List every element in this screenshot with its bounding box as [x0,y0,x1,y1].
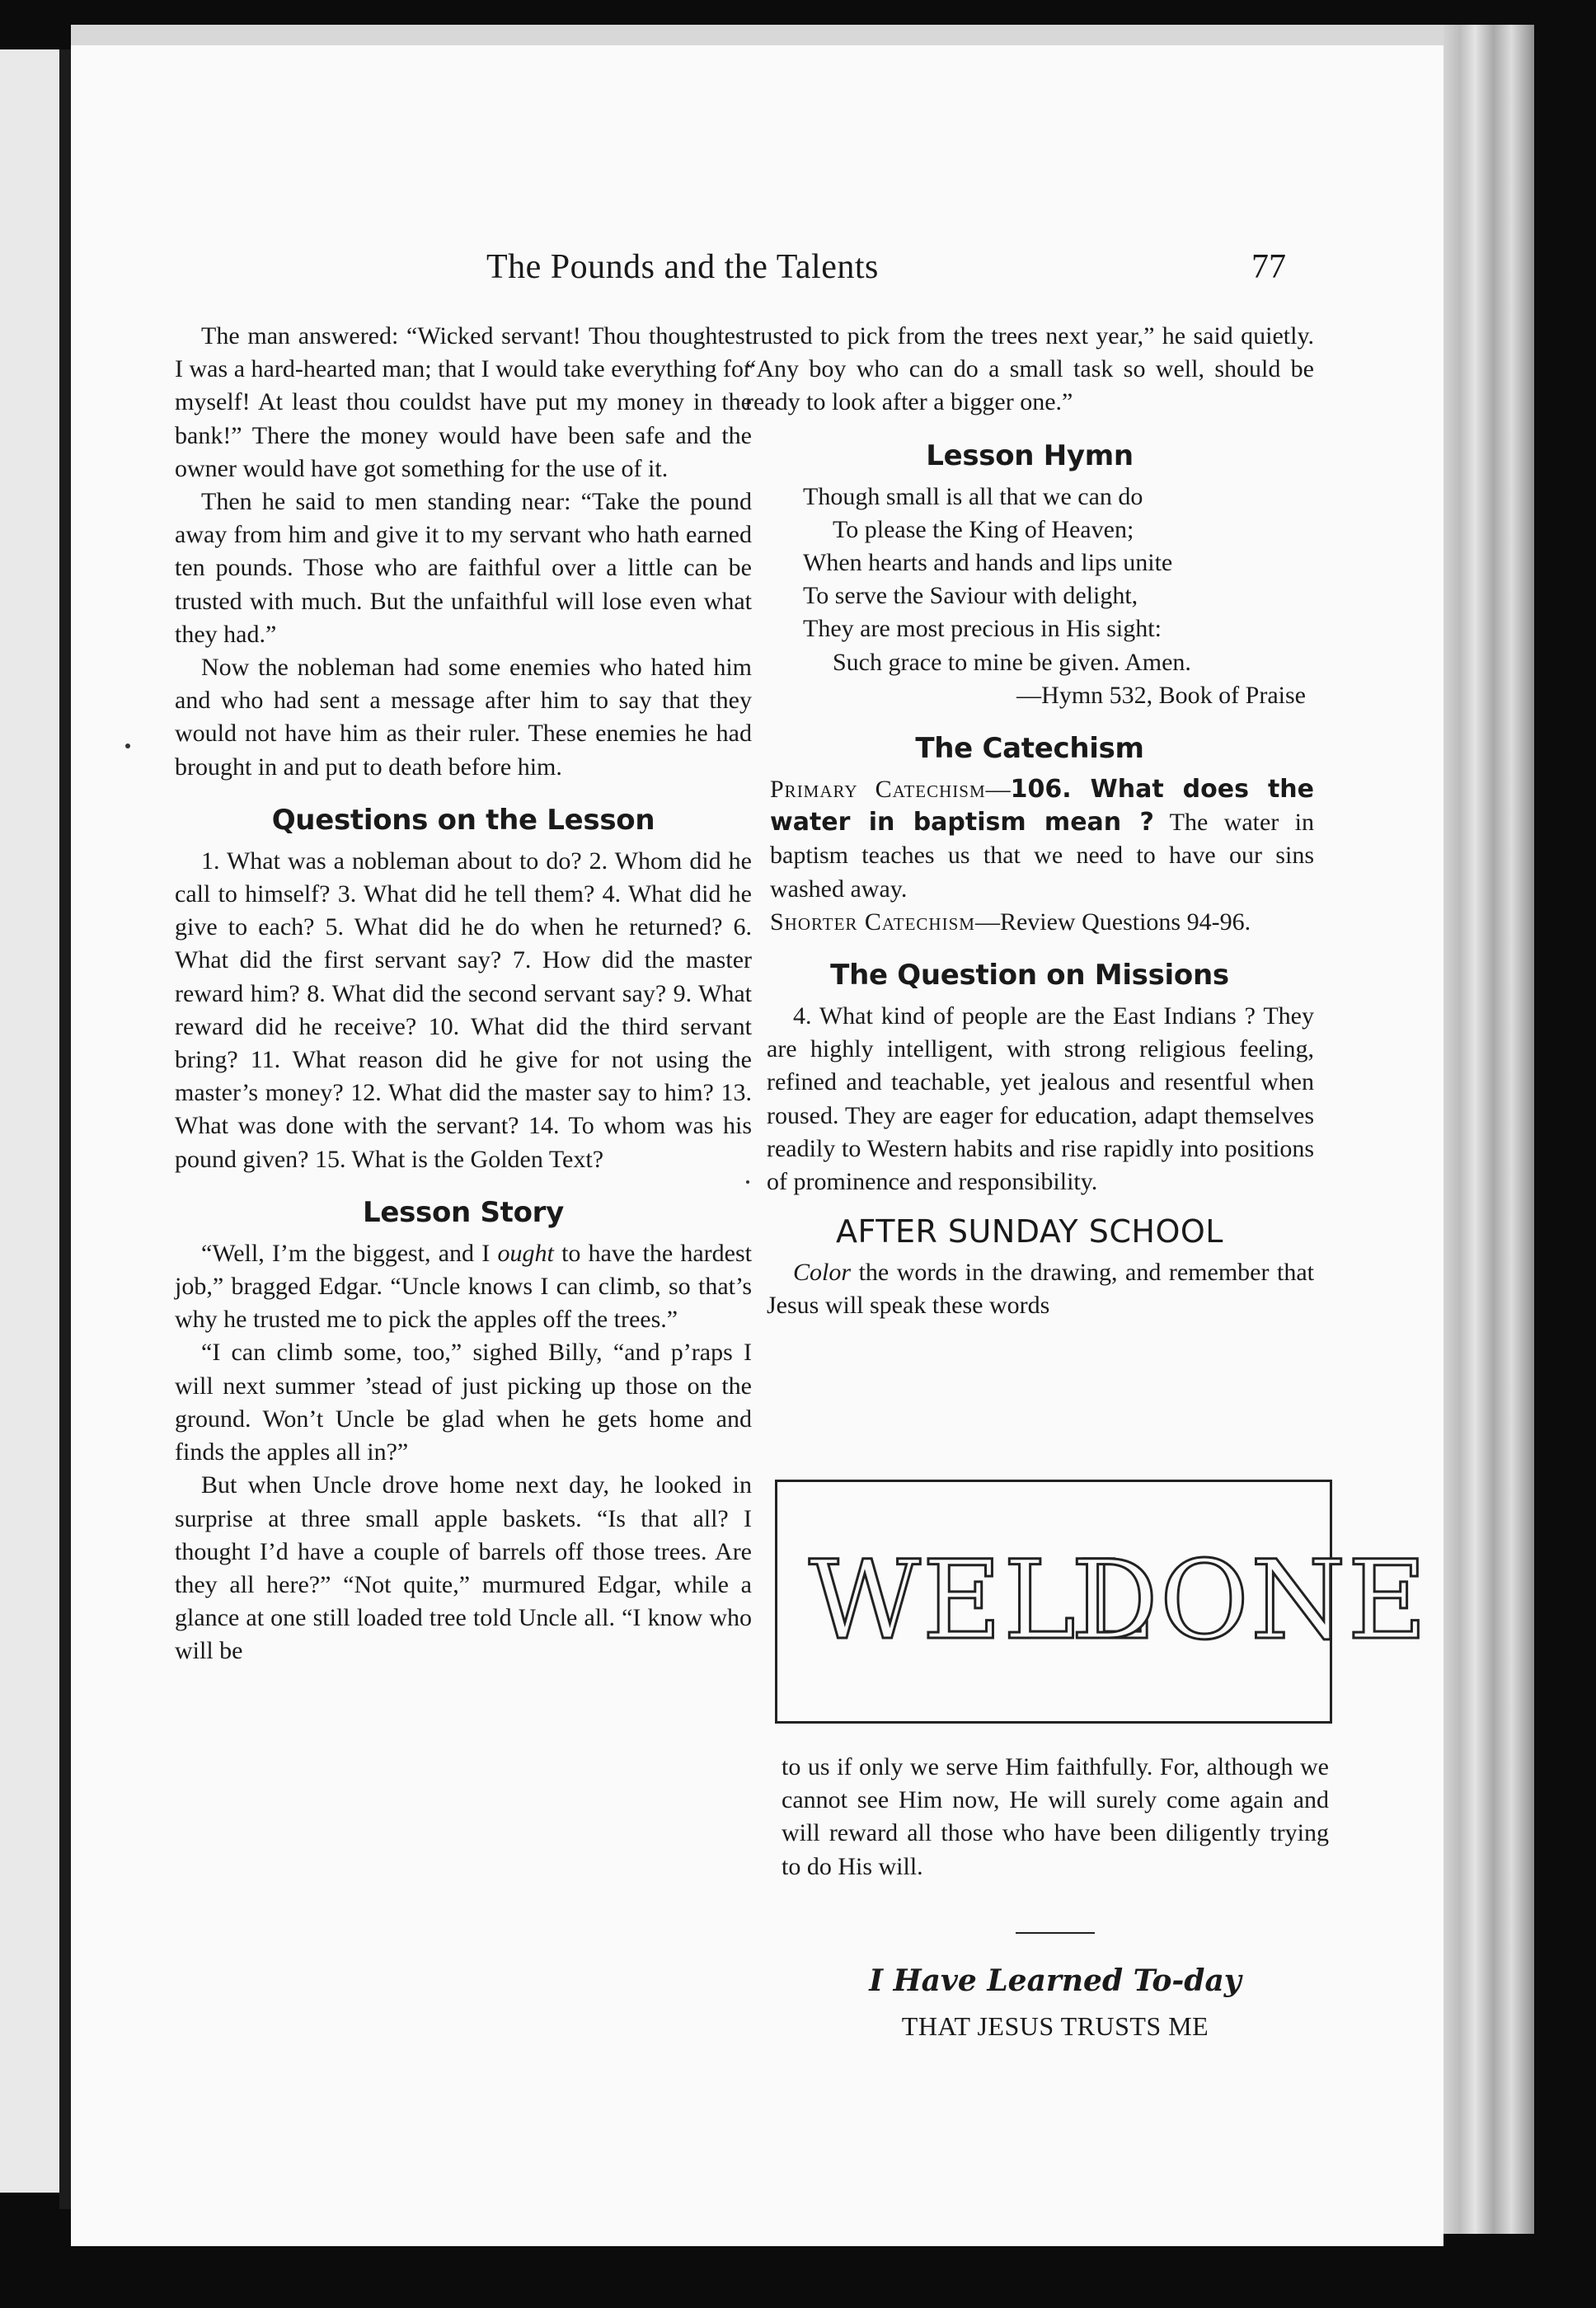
dash: — [985,776,1011,804]
book-gutter [59,49,71,2209]
page-stack-edge [1443,25,1534,2234]
hymn-line: Such grace to mine be given. Amen. [833,648,1191,676]
catechism-answer: The water in baptism teaches us that we need to have our sins washed away. [770,809,1314,903]
story-text: to have the hardest job,” bragged Edgar. “Uncle knows I can climb, so that’s why he trusted me to pick the apples off the trees.” [175,1239,752,1334]
after-paragraph [767,1256,1314,1322]
hymn-line: When hearts and hands and lips unite [803,549,1173,577]
running-header-title: The Pounds and the Talents [486,248,879,286]
shorter-catechism-text: —Review Questions 94-96. [974,908,1251,936]
hymn-line: To please the King of Heaven; [833,515,1134,543]
facing-page-edge [0,49,59,2193]
lesson-hymn-heading: Lesson Hymn [926,439,1134,472]
primary-catechism [745,773,1314,906]
divider-rule [1016,1932,1095,1934]
left-column [175,320,752,1668]
story-paragraph: But when Uncle drove home next day, he looked in surprise at three small apple baskets. “Is that all? I thought I’d have a couple of barrels off those trees. Are they all here?” “Not quite,” murmured Edgar, while a glance at one still loaded tree told Uncle all. “I know who will be [175,1471,752,1665]
paragraph: Now the nobleman had some enemies who hated him and who had sent a message after him to say that they would not have him as their ruler. These enemies he had brought in and put to death before him. [175,654,752,781]
paragraph: Then he said to men standing near: “Take the pound away from him and give it to my servant who hath earned ten pounds. Those who are faithful over a little can be trusted with much. But the unfaithful will lose even what they had.” [175,488,752,648]
hymn-credit: —Hymn 532, Book of Praise [1016,681,1306,709]
story-emphasis: ought [497,1239,554,1267]
learned-today-text: THAT JESUS TRUSTS ME [901,2011,1209,2041]
right-column [745,320,1314,1323]
scan-speck [125,744,130,748]
scan-speck [746,1180,749,1184]
catechism-heading: The Catechism [915,732,1144,766]
after-text: the words in the drawing, and remember that Jesus will speak these words [767,1259,1314,1320]
catechism-question: 106. What does the water in baptism mean ? [770,775,1315,837]
learned-today-heading: I Have Learned To-day [869,1963,1242,1998]
coloring-drawing [775,1480,1429,1724]
hymn-verse [745,481,1314,712]
after-sunday-school-heading: AFTER SUNDAY SCHOOL [836,1213,1223,1250]
missions-heading: The Question on Missions [830,959,1229,992]
hymn-line: They are most precious in His sight: [803,615,1162,643]
primary-catechism-label: Primary Catechism [770,776,986,804]
questions-list: 1. What was a nobleman about to do? 2. Whom did he call to himself? 3. What did he tell them? 4. What did he give to each? 5. What did he do when he returned? 6. What did the first servant say? 7. How did the master reward him? 8. What did the second servant say? 9. What reward did he receive? 10. What did the third servant bring? 11. What reason did he give for not using the master’s money? 12. What did the master say to him? 13. What was done with the servant? 14. To whom was his pound given? 15. What is the Golden Text? [175,847,752,1173]
questions-heading: Questions on the Lesson [271,803,655,837]
drawing-word-well: WELL [809,1537,1152,1664]
story-text: “Well, I’m the biggest, and I [201,1239,498,1267]
shorter-catechism [745,906,1314,939]
hymn-line: To serve the Saviour with delight, [803,582,1138,610]
color-emphasis: Color [793,1259,852,1287]
page-number: 77 [1251,248,1286,286]
missions-paragraph: 4. What kind of people are the East Indians ? They are highly intelligent, with strong religious feeling, refined and teachable, yet jealous and resentful when roused. They are eager for education, adapt themselves readily to Western habits and rise rapidly into positions of prominence and responsibility. [767,1002,1314,1196]
drawing-word-done: DONE [1071,1537,1429,1664]
after-continued: to us if only we serve Him faithfully. For, although we cannot see Him now, He will surely come again and will reward all those who have been diligently trying to do His will. [782,1753,1329,1880]
shorter-catechism-label: Shorter Catechism [770,908,975,936]
story-paragraph: “I can climb some, too,” sighed Billy, “and p’raps I will next summer ’stead of just picking up those on the ground. Won’t Uncle be glad when he gets home and finds the apples all in?” [175,1339,752,1466]
story-paragraph [175,1237,752,1337]
hymn-line: Though small is all that we can do [803,482,1143,510]
story-continued: trusted to pick from the trees next year,” he said quietly. “Any boy who can do a small task so well, should be ready to look after a bigger one.” [745,322,1314,416]
lesson-story-heading: Lesson Story [362,1195,565,1229]
page-top-edge [71,25,1472,48]
paragraph: The man answered: “Wicked servant! Thou thoughtest I was a hard-hearted man; that I would take everything for myself! At least thou couldst have put my money in the bank!” There the money would have been safe and the owner would have got something for the use of it. [175,322,752,482]
